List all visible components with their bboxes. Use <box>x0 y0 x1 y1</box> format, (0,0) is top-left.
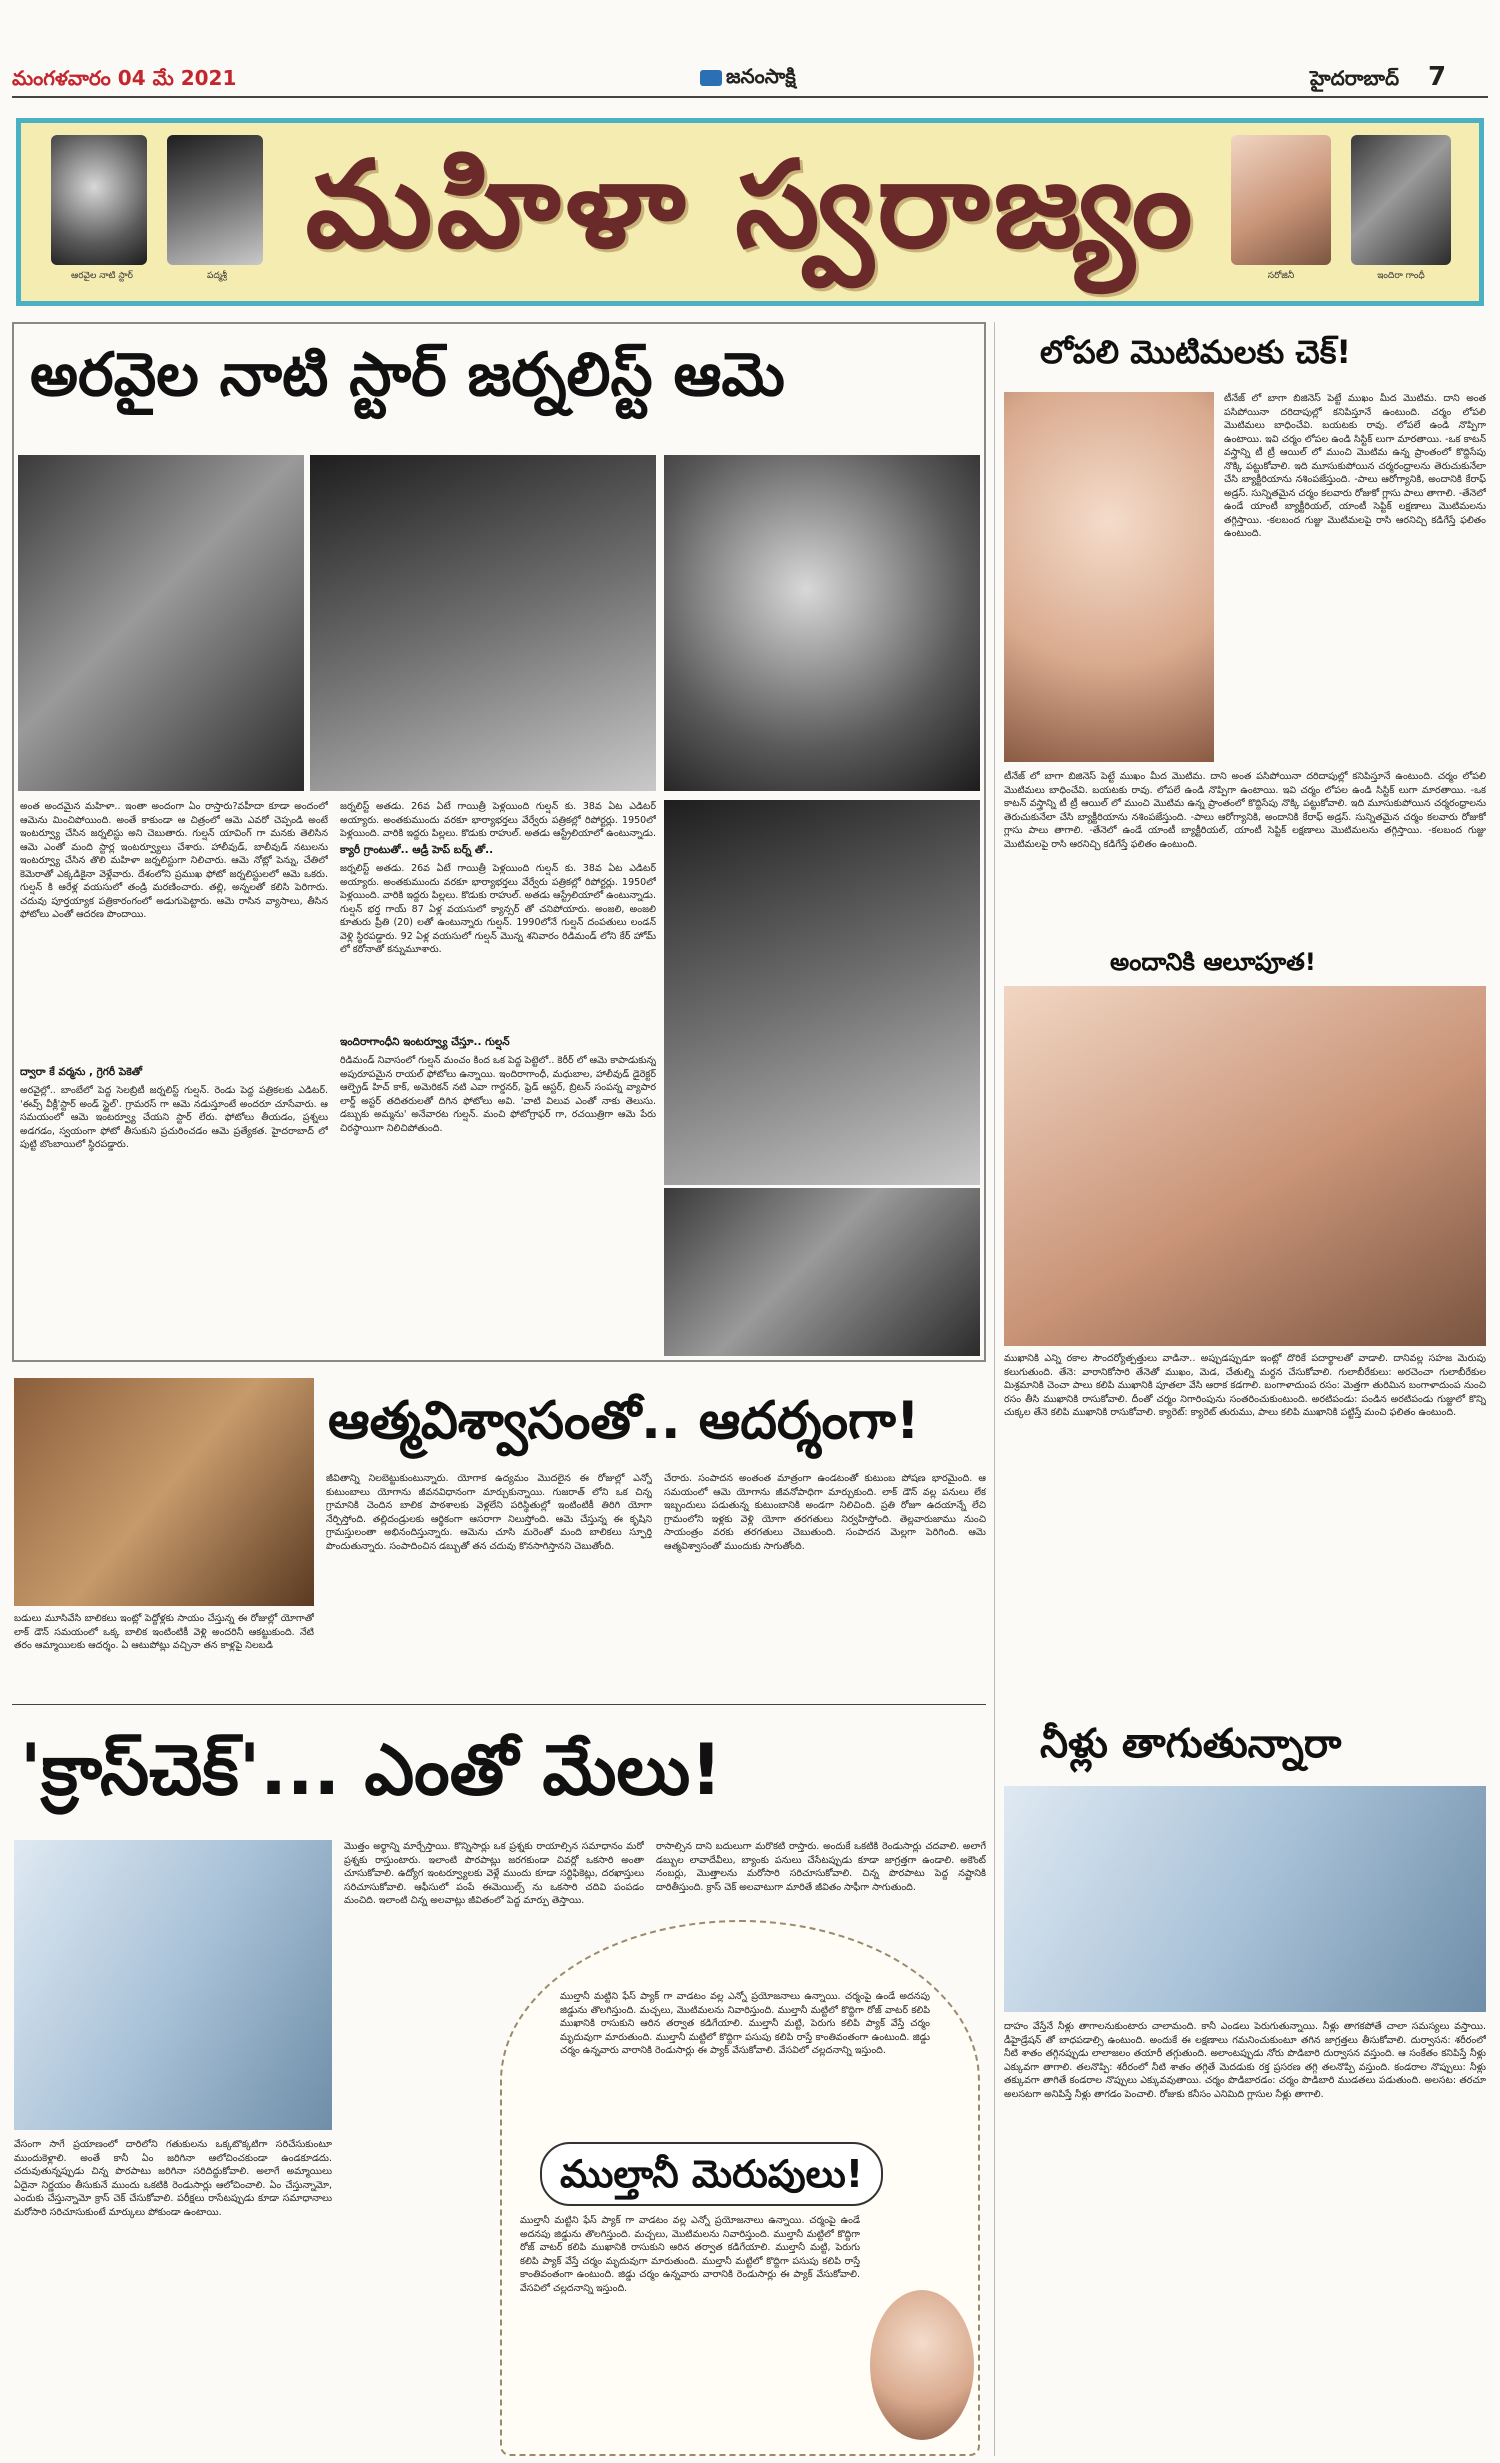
article4-photo-student <box>14 1840 332 2130</box>
article3-col1 <box>326 1472 652 1696</box>
banner-title: మహిళా స్వరాజ్యం <box>305 136 1197 275</box>
article3-lead-span: బడులు మూసివేసి బాలికలు ఇంట్లో పెద్దోళ్లకు సాయం చేస్తున్న ఈ రోజుల్లో యోగాతో లాక్ డౌన్ సమయంలో ఒక్క బాలిక ఇంటింటికీ వెళ్లి అందరినీ ఆకట్టుకుంది. నేటి తరం ఆమ్మాయిలకు ఆదర్శం. ఏ ఆటుపోట్లు వచ్చినా తన కాళ్లపై నిలబడి <box>14 1613 314 1651</box>
article6-headline: నీళ్లు తాగుతున్నారా <box>1040 1721 1342 1767</box>
article1-headline: అరవైల నాటి స్టార్ జర్నలిస్ట్ ఆమె <box>30 340 785 410</box>
article2-text-full <box>1004 770 1486 942</box>
article4-col1 <box>14 2138 332 2454</box>
banner-portrait-3 <box>1231 135 1331 265</box>
article3-col2 <box>664 1472 986 1696</box>
article5-text <box>560 1990 930 2140</box>
article4-col3-span: రాసాల్సిన దాని బదులుగా మరొకటి రాస్తారు. అందుకే ఒకటికి రెండుసార్లు చదవాలి. అలాగే డబ్బుల లావాదేవీలు, బ్యాంకు పనులు చేసేటప్పుడు కూడా జాగ్రత్తగా ఉండాలి. అకౌంట్ నంబర్లు, మొత్తాలను మరోసారి సరిచూసుకోవాలి. చిన్న పొరపాటు పెద్ద నష్టానికి దారితీస్తుంది. క్రాస్ చెక్ అలవాటుగా మారితే జీవితం సాఫీగా సాగుతుంది. <box>656 1841 986 1893</box>
article2-text-side-span: టీనేజ్ లో బాగా బిజినెస్ పెట్టే ముఖం మీద మొటిమ. దాని అంత పసిపోయినా దరిదాపుల్లో కనిపిస్తూనే ఉంటుంది. చర్మం లోపలి మొటిమలు బాధించేవి. బయటకు రావు. లోపలే ఉండి నొప్పిగా ఉంటాయి. ఇవి చర్మం లోపల ఉండి సిస్టిక్ లుగా మారతాయి. -ఒక కాటన్ వస్త్రాన్ని టీ ట్రీ ఆయిల్ లో ముంచి మొటిమ ఉన్న ప్రాంతంలో కొద్దిసేపు నొక్కి పట్టుకోవాలి. ఇది మూసుకుపోయిన చర్మరంధ్రాలను తెరుచుకునేలా చేసి బ్యాక్టీరియాను నశింపజేస్తుంది. -పాలు ఆరోగ్యానికి, అందానికి కేరాఫ్ అడ్రస్. సున్నితమైన చర్మం కలవారు రోజుకో గ్లాసు పాలు తాగాలి. -తేనెలో ఉండే యాంటీ బ్యాక్టీరియల్, యాంటీ సెప్టిక్ లక్షణాలు మొటిమలను తగ్గిస్తాయి. -కలబంద గుజ్జు మొటిమలపై రాసి ఆరనిచ్చి కడిగేస్తే ఫలితం ఉంటుంది. <box>1224 393 1486 539</box>
column-divider <box>994 322 995 2456</box>
header-date: మంగళవారం 04 మే 2021 <box>12 66 237 90</box>
article1-photo-couple <box>18 455 304 791</box>
banner-portrait-4-caption: ఇందిరా గాంధీ <box>1377 271 1425 281</box>
header-rule <box>12 96 1488 98</box>
article2-text2-span: ముఖానికి ఎన్ని రకాల సౌందర్యోత్పత్తులు వాడినా.. అప్పుడప్పుడూ ఇంట్లో దొరికే పదార్థాలతో వాడాలి. దానివల్ల సహజ మెరుపు కలుగుతుంది. తేనె: వారానికోసారి తేనెతో ముఖం, మెడ, చేతుల్ని మర్దన చేసుకోవాలి. గులాబీరేకులు: అరచెంచా గులాబీరేకుల మిశ్రమానికి చెంచా పాలు కలిపి ముఖానికి పూతలా వేసి ఆరాక కడగాలి. బంగాళాదుంప రసం: మెత్తగా తురిమిన బంగాళాదుంప నుంచి రసం తీసి ముఖానికి రాసుకోవాలి. దీంతో చర్మం నిగారింపును సంతరించుకుంటుంది. అరటిపండు: పండిన అరటిపండు గుజ్జులో కొన్ని చుక్కల తేనె కలిపి ముఖానికి రాసుకోవాలి. క్యారెట్: క్యారెట్ తురుము, పాలు కలిపి ముఖానికి పట్టిస్తే మంచి ఫలితం ఉంటుంది. <box>1004 1353 1486 1418</box>
article6-photo-drinking <box>1004 1786 1486 2012</box>
article1-col2b <box>340 1054 656 1354</box>
article5-text-bottom <box>520 2214 860 2448</box>
article6-text <box>1004 2020 1486 2456</box>
article1-col1-text: అంత అందమైన మహిళా.. ఇంతా అందంగా ఏం రాస్తారు?వహీదా కూడా అందంలో ఆమెను మించిపోయింది. అంతే కాకుండా ఆ చిత్రంలో ఆమె ఎవరో చెప్పండి అంటే ఇంటర్వ్యూ చేసిన జర్నలిస్టు అని చెబుతారు. గుల్షన్ యావింగ్ గా మనకు తెలిసిన ఆమె ఎంతో మంది స్టార్ల ఇంటర్వ్యూలు చేశారు. హాలీవుడ్, బాలీవుడ్ నటులను ఇంటర్వ్యూ చేసిన తొలి మహిళా జర్నలిస్టుగా నిలిచారు. ఆమె నోట్లో పెన్ను, చేతిలో కెమెరాతో ఎక్కడికైనా వెళ్లేవారు. దేశంలోని ప్రముఖ ఫోటో జర్నలిస్టులలో ఆమె ఒకరు. గుల్షన్ కి ఆరేళ్ల వయసులో తండ్రి మరణించారు. తల్లి, అన్నలతో కలిసి పెరిగారు. చదువు పూర్తయ్యాక పత్రికారంగంలో అడుగుపెట్టారు. ఆమె రాసిన వ్యాసాలు, తీసిన ఫోటోలు ఎంతో ఆదరణ పొందాయి. <box>20 801 328 920</box>
article1-col1b-text: అరవైల్లో.. బాంబేలో పెద్ద సెలబ్రిటీ జర్నలిస్ట్ గుల్షన్. రెండు పెద్ద పత్రికలకు ఎడిటర్. 'ఈవ్స్ వీక్లీ'స్టార్ అండ్ స్టైల్'. గ్రామరస్ గా ఆమె నడుస్తూంటే అందరూ చూసేవారు. ఆ సమయంలో ఆమె ఇంటర్వ్యూ చేయని స్టార్ లేరు. ఫోటోలు తీయడం, ప్రశ్నలు అడగడం, స్వయంగా ఫోటో తీసుకుని ప్రచురించడం ఆమె ప్రత్యేకత. హైదరాబాద్ లో పుట్టి బొంబాయిలో స్థిరపడ్డారు. <box>20 1085 328 1150</box>
article1-col1 <box>20 800 328 1060</box>
article2-photo-pimple <box>1004 392 1214 762</box>
banner-portrait-3-caption: సరోజినీ <box>1267 271 1295 281</box>
header-city: హైదరాబాద్ <box>1310 66 1400 90</box>
article1-photo-indira-interview <box>664 800 980 1185</box>
article1-photo-gulshan-portrait <box>664 455 980 791</box>
article3-col2-span: చేరారు. సంపాదన అంతంత మాత్రంగా ఉండటంతో కుటుంబ పోషణ భారమైంది. ఆ సమయంలో ఆమె యోగాను జీవనోపాధిగా మార్చుకుంది. లాక్ డౌన్ వల్ల పనులు లేక ఇబ్బందులు పడుతున్న కుటుంబానికి అండగా నిలిచింది. ప్రతి రోజూ ఉదయాన్నే లేచి గ్రామంలోని ఇళ్లకు వెళ్లి యోగా తరగతులు నిర్వహిస్తోంది. తెల్లవారుజాము నుంచి సాయంత్రం వరకు తరగతులు చెబుతుంది. సంపాదన మెల్లగా పెరిగింది. ఆమె ఆత్మవిశ్వాసంతో ముందుకు సాగుతోంది. <box>664 1473 986 1552</box>
article2-subhead: అందానికి ఆలూపూత! <box>1110 948 1316 976</box>
article3-photo-girl <box>14 1378 314 1606</box>
article3-col1-span: జీవితాన్ని నిలబెట్టుకుంటున్నారు. యోగాక ఉద్యమం మొదలైన ఈ రోజుల్లో ఎన్నో కుటుంబాలు యోగాను జీవనవిధానంగా మార్చుకున్నాయి. గుజరాత్ లోని ఒక చిన్న గ్రామానికి చెందిన బాలిక పాఠశాలకు వెళ్లలేని పరిస్థితుల్లో ఇంటింటికీ తిరిగి యోగా నేర్పిస్తోంది. తల్లిదండ్రులకు ఆర్థికంగా ఆసరాగా నిలుస్తోంది. ఆమె చేస్తున్న ఈ కృషిని గ్రామస్తులంతా అభినందిస్తున్నారు. ఆమెను చూసి మరెంతో మంది బాలికలు స్ఫూర్తి పొందుతున్నారు. సంపాదించిన డబ్బుతో తన చదువు కొనసాగిస్తానని చెబుతోంది. <box>326 1473 652 1552</box>
article3-headline: ఆత్మవిశ్వాసంతో.. ఆదర్శంగా! <box>328 1391 920 1451</box>
page-number: 7 <box>1428 62 1447 92</box>
mid-rule <box>12 1704 986 1705</box>
banner <box>16 118 1484 306</box>
article5-text-bottom-span: ముల్తానీ మట్టిని ఫేస్ ప్యాక్ గా వాడటం వల్ల ఎన్నో ప్రయోజనాలు ఉన్నాయి. చర్మంపై ఉండే అదనపు జిడ్డును తొలగిస్తుంది. మచ్చలు, మొటిమలను నివారిస్తుంది. ముల్తానీ మట్టిలో కొద్దిగా రోజ్ వాటర్ కలిపి ముఖానికి రాసుకుని ఆరిన తర్వాత కడిగేయాలి. ముల్తానీ మట్టి, పెరుగు కలిపి ప్యాక్ వేస్తే చర్మం మృదువుగా మారుతుంది. ముల్తానీ మట్టిలో కొద్దిగా పసుపు కలిపి రాస్తే కాంతివంతంగా ఉంటుంది. జిడ్డు చర్మం ఉన్నవారు వారానికి రెండుసార్లు ఈ ప్యాక్ వేసుకోవాలి. వేసవిలో చల్లదనాన్ని ఇస్తుంది. <box>520 2215 860 2294</box>
article1-photo-gulshan-young <box>664 1188 980 1356</box>
banner-portrait-4 <box>1351 135 1451 265</box>
paper-name: జనంసాక్షి <box>726 64 796 88</box>
article1-col2-mid <box>340 862 656 1032</box>
masthead-logo <box>700 64 796 93</box>
banner-portrait-2-caption: పద్మశ్రీ <box>207 271 227 281</box>
banner-portrait-1-caption: ఆరవైల నాటి స్టార్ <box>71 271 133 281</box>
article2-text-side <box>1224 392 1486 766</box>
article1-photo-gregory-peck <box>310 455 656 791</box>
article1-col2-subhead1: క్యారీ గ్రాంటుతో.. ఆడ్రీ హెప్ బర్న్ తో.. <box>340 844 494 856</box>
article1-col2b-text: రిడిమండ్ నివాసంలో గుల్షన్ మంచం కింద ఒక పెద్ద పెట్టెలో.. కెరీర్ లో ఆమె కాపాడుకున్న అపురూపమైన రాయల్ ఫోటోలు ఉన్నాయి. ఇందిరాగాంధీ, మధుబాల, హాలీవుడ్ డైరెక్టర్ ఆల్ఫ్రెడ్ హిచ్ కాక్, అమెరికన్ నటి ఎవా గార్డనర్, ఫ్రెడ్ ఆస్టర్, బ్రిటన్ సంపన్న వ్యాపార లార్డ్ అస్టర్ తదితరులతో దిగిన ఫోటోలు అవి. 'వాటి విలువ ఎంతో నాకు తెలుసు. డబ్బుకు అమ్మను' అనేవారట గుల్షన్. మంచి ఫోటోగ్రాఫర్ గా, రచయిత్రిగా ఆమె పేరు చిరస్థాయిగా నిలిచిపోతుంది. <box>340 1055 656 1134</box>
article5-text-span: ముల్తానీ మట్టిని ఫేస్ ప్యాక్ గా వాడటం వల్ల ఎన్నో ప్రయోజనాలు ఉన్నాయి. చర్మంపై ఉండే అదనపు జిడ్డును తొలగిస్తుంది. మచ్చలు, మొటిమలను నివారిస్తుంది. ముల్తానీ మట్టిలో కొద్దిగా రోజ్ వాటర్ కలిపి ముఖానికి రాసుకుని ఆరిన తర్వాత కడిగేయాలి. ముల్తానీ మట్టి, పెరుగు కలిపి ప్యాక్ వేస్తే చర్మం మృదువుగా మారుతుంది. ముల్తానీ మట్టిలో కొద్దిగా పసుపు కలిపి రాస్తే కాంతివంతంగా ఉంటుంది. జిడ్డు చర్మం ఉన్నవారు వారానికి రెండుసార్లు ఈ ప్యాక్ వేసుకోవాలి. వేసవిలో చల్లదనాన్ని ఇస్తుంది. <box>560 1991 930 2056</box>
article5-photo-facepack <box>870 2290 974 2440</box>
article4-col2-span: మొత్తం అర్థాన్ని మార్చేస్తాయి. కొన్నిసార్లు ఒక ప్రశ్నకు రాయాల్సిన సమాధానం మరో ప్రశ్నకు రాస్తుంటారు. ఇలాంటి పొరపాట్లు జరగకుండా చివర్లో ఒకసారి అంతా చూసుకోవాలి. ఉద్యోగ ఇంటర్వ్యూలకు వెళ్లే ముందు కూడా సర్టిఫికెట్లు, దరఖాస్తులు సరిచూసుకోవాలి. ఆఫీసులో పంపే ఈమెయిల్స్ ను ఒకసారి చదివి పంపడం మంచిది. ఇలాంటి చిన్న అలవాట్లు జీవితంలో పెద్ద మార్పు తెస్తాయి. <box>344 1841 644 1906</box>
article1-col1b <box>20 1084 328 1354</box>
article5-headline: ముల్తానీ మెరుపులు! <box>540 2142 883 2206</box>
banner-portrait-1 <box>51 135 147 265</box>
article1-col2-text: జర్నలిస్ట్ అతడు. 26వ ఏటే గాయిత్రీ పెళ్లయింది గుల్షన్ కు. 38వ ఏట ఎడిటర్ అయ్యారు. అంతకుముందు వరకూ భార్యాభర్తలు వేర్వేరు పత్రికల్లో రిపోర్టర్లు. 1950లో పెళ్లయింది. వారికి ఇద్దరు పిల్లలు. కొడుకు రాహుల్. అతడు ఆస్ట్రేలియాలో ఉంటున్నాడు. <box>340 801 656 839</box>
banner-portrait-2 <box>167 135 263 265</box>
article2-text2 <box>1004 1352 1486 1696</box>
article2-text-full-span: టీనేజ్ లో బాగా బిజినెస్ పెట్టే ముఖం మీద మొటిమ. దాని అంత పసిపోయినా దరిదాపుల్లో కనిపిస్తూనే ఉంటుంది. చర్మం లోపలి మొటిమలు బాధించేవి. బయటకు రావు. లోపలే ఉండి నొప్పిగా ఉంటాయి. ఇవి చర్మం లోపల ఉండి సిస్టిక్ లుగా మారతాయి. -ఒక కాటన్ వస్త్రాన్ని టీ ట్రీ ఆయిల్ లో ముంచి మొటిమ ఉన్న ప్రాంతంలో కొద్దిసేపు నొక్కి పట్టుకోవాలి. ఇది మూసుకుపోయిన చర్మరంధ్రాలను తెరుచుకునేలా చేసి బ్యాక్టీరియాను నశింపజేస్తుంది. -పాలు ఆరోగ్యానికి, అందానికి కేరాఫ్ అడ్రస్. సున్నితమైన చర్మం కలవారు రోజుకో గ్లాసు పాలు తాగాలి. -తేనెలో ఉండే యాంటీ బ్యాక్టీరియల్, యాంటీ సెప్టిక్ లక్షణాలు మొటిమలను తగ్గిస్తాయి. -కలబంద గుజ్జు మొటిమలపై రాసి ఆరనిచ్చి కడిగేస్తే ఫలితం ఉంటుంది. <box>1004 771 1486 850</box>
article3-lead <box>14 1612 314 1696</box>
article4-col1-span: వేసంగా సాగే ప్రయాణంలో దారిలోని గతుకులను ఒక్కటొక్కటిగా సరిచేసుకుంటూ ముందుకెళ్లాలి. అంతే కానీ ఏం జరిగినా ఆలోచించకుండా ఉండకూడదు. చదువుతున్నప్పుడు చిన్న పొరపాటు జరిగినా సరిదిద్దుకోవాలి. అలాగే అమ్మాయిలు ఏదైనా నిర్ణయం తీసుకునే ముందు ఒకటికి రెండుసార్లు ఆలోచించాలి. ఏం చేస్తున్నామో, ఎందుకు చేస్తున్నామో క్రాస్ చెక్ చేసుకోవాలి. పరీక్షలు రాసేటప్పుడు కూడా సమాధానాలు మరోసారి సరిచూసుకుంటే మార్కులు పోకుండా ఉంటాయి. <box>14 2139 332 2218</box>
masthead-icon <box>700 70 722 86</box>
article1-col2-top <box>340 800 656 840</box>
article6-text-span: దాహం వేస్తేనే నీళ్లు తాగాలనుకుంటారు చాలామంది. కానీ ఎండలు పెరుగుతున్నాయి. నీళ్లు తాగకపోతే చాలా సమస్యలు వస్తాయి. డీహైడ్రేషన్ తో బాధపడాల్సి ఉంటుంది. అందుకే ఈ లక్షణాలు గమనించుకుంటూ తగిన జాగ్రత్తలు తీసుకోవాలి. దుర్వాసన: శరీరంలో నీటి శాతం తగ్గినప్పుడు లాలాజలం తయారీ తగ్గుతుంది. అలాంటప్పుడు నోరు పొడిబారి దుర్వాసన వస్తుంది. ఆ సంకేతం కనిపిస్తే నీళ్లు ఎక్కువగా తాగాలి. తలనొప్పి: శరీరంలో నీటి శాతం తగ్గితే మెదడుకు రక్త ప్రసరణ తగ్గి తలనొప్పి వస్తుంది. కండరాల నొప్పులు: నీళ్లు తక్కువగా తాగితే కండరాల నొప్పులు ఎక్కువవుతాయి. చర్మం పొడిబారడం: చర్మం పొడిబారి ముడతలు పడుతుంది. అలసట: తరచూ అలసటగా అనిపిస్తే నీళ్లు తాగడం పెంచాలి. రోజుకు కనీసం ఎనిమిది గ్లాసుల నీళ్లు తాగాలి. <box>1004 2021 1486 2100</box>
article1-col2-mid-text: జర్నలిస్ట్ అతడు. 26వ ఏటే గాయిత్రీ పెళ్లయింది గుల్షన్ కు. 38వ ఏట ఎడిటర్ అయ్యారు. అంతకుముందు వరకూ భార్యాభర్తలు వేర్వేరు పత్రికల్లో రిపోర్టర్లు. 1950లో పెళ్లయింది. వారికి ఇద్దరు పిల్లలు. కొడుకు రాహుల్. అతడు ఆస్ట్రేలియాలో ఉంటున్నాడు. గుల్షన్ భర్త గాయ్ 87 ఏళ్ల వయసులో క్యాన్సర్ తో చనిపోయారు. అంజలి, అంజలి కూతురు ప్రీతి (20) లతో ఉంటున్నారు గుల్షన్. 1990లోనే గుల్షన్ దంపతులు లండన్ వెళ్లి స్థిరపడ్డారు. 92 ఏళ్ల వయసులో గుల్షన్ మొన్న శనివారం రిడిమండ్ లోని కేర్ హోమ్ లో కరోనాతో కన్నుమూశారు. <box>340 863 656 955</box>
article2-headline: లోపలి మొటిమలకు చెక్! <box>1040 333 1351 371</box>
article4-headline: 'క్రాస్‌చెక్'... ఎంతో మేలు! <box>20 1729 723 1811</box>
article2-photo-woman <box>1004 986 1486 1346</box>
article1-col2-subhead2: ఇందిరాగాంధీని ఇంటర్వ్యూ చేస్తూ.. గుల్షన్ <box>340 1036 510 1048</box>
article1-col1-subhead: ద్వారా కే వర్మను , గ్రెగరీ పెకెతో <box>20 1066 143 1078</box>
